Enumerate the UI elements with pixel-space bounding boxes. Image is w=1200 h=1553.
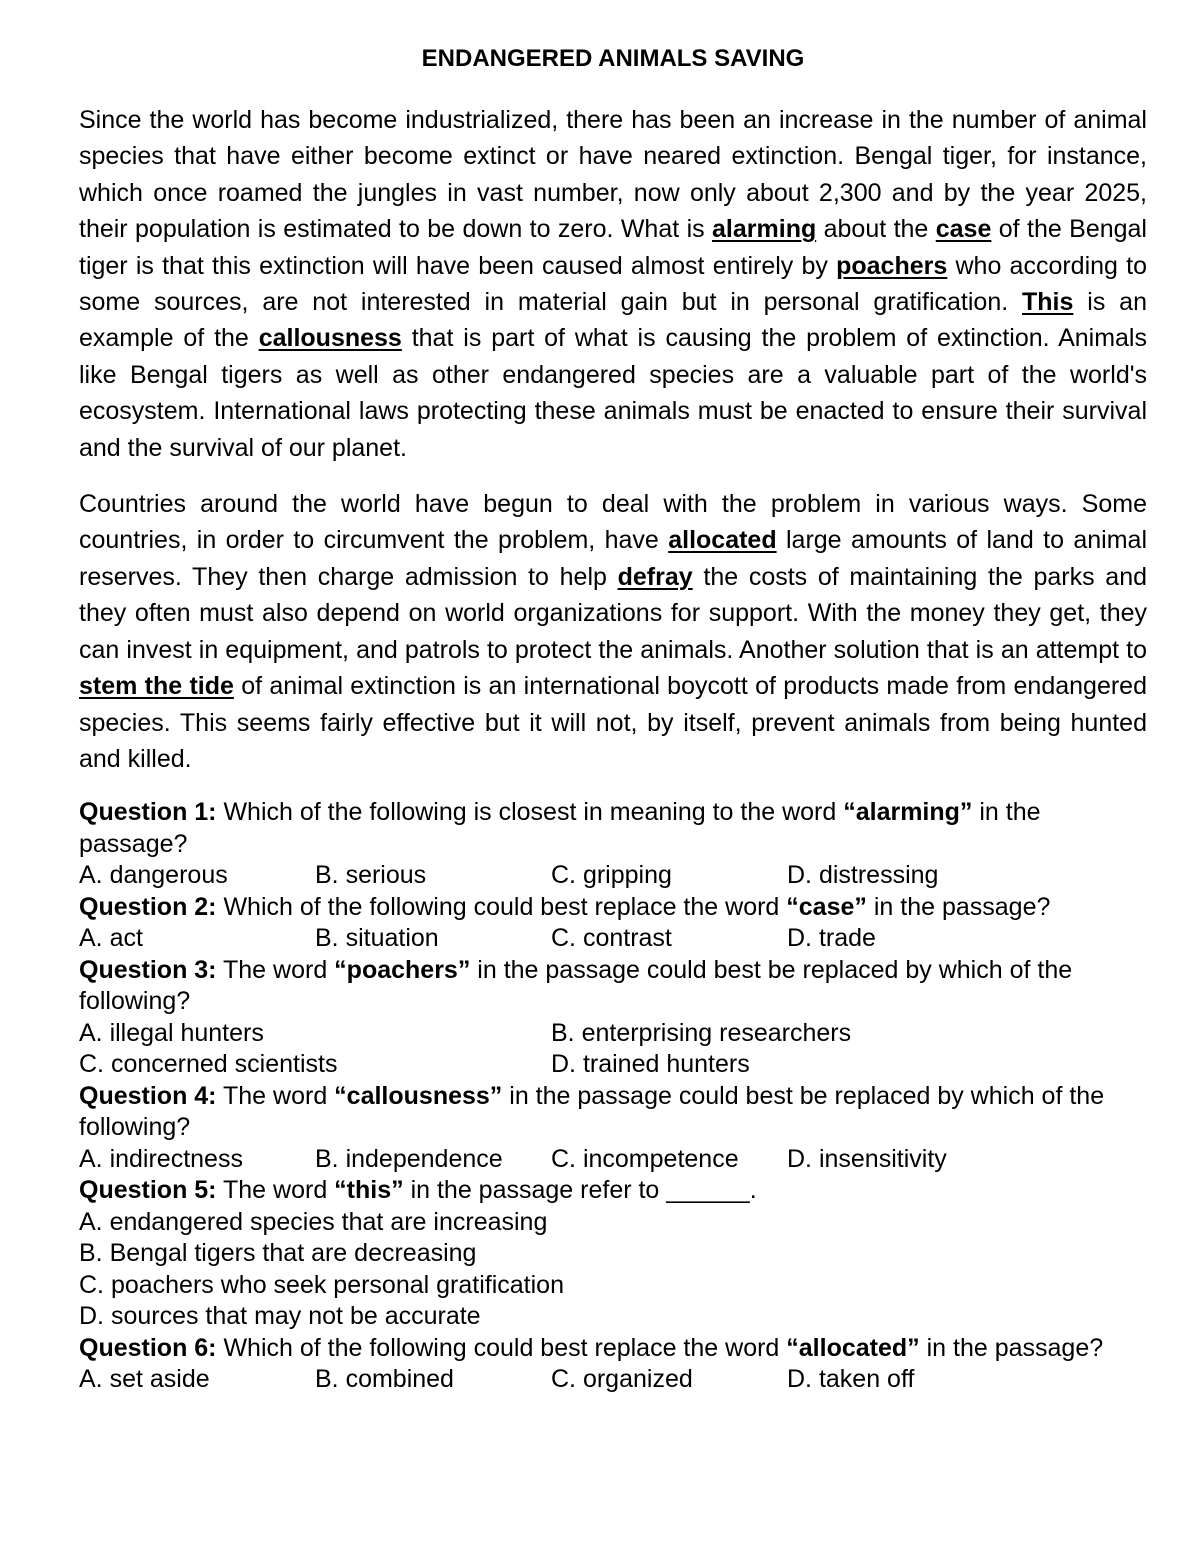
question-label: Question 3:: [79, 955, 217, 984]
question-label: Question 5:: [79, 1176, 217, 1205]
answer-option: A. set aside: [79, 1365, 210, 1394]
vocab-keyword: allocated: [668, 526, 777, 555]
question-block: [79, 1333, 1147, 1396]
question-block: [79, 892, 1147, 955]
answer-option: D. trade: [787, 924, 876, 953]
answer-options: [79, 1018, 1147, 1081]
passage-text: who according to some sources, are not interested in material gain but in personal gratification.: [79, 251, 1147, 317]
worksheet-page: [79, 44, 1147, 1396]
vocab-keyword: stem the tide: [79, 672, 234, 701]
passage-text: large amounts of land to animal reserves. They then charge admission to help: [79, 526, 1148, 591]
answer-option: B. independence: [315, 1144, 503, 1173]
passage-paragraph-1: [79, 102, 1147, 466]
question-block: [79, 955, 1147, 1081]
answer-option: C. organized: [551, 1365, 693, 1394]
question-keyword: “callousness”: [334, 1081, 503, 1110]
question-label: Question 1:: [79, 798, 217, 827]
question-text: in the passage could best be replaced by which of the following?: [79, 955, 1073, 1016]
question-keyword: “alarming”: [843, 798, 973, 827]
question-text: in the passage?: [79, 798, 1041, 858]
answer-option: B. serious: [315, 861, 427, 890]
question-block: [79, 1175, 1147, 1333]
answer-option: C. poachers who seek personal gratification: [79, 1270, 564, 1299]
question-block: [79, 1081, 1147, 1176]
answer-options: [79, 923, 1147, 955]
answer-option: A. indirectness: [79, 1144, 243, 1173]
answer-options: [79, 1207, 1147, 1333]
passage-text: Countries around the world have begun to deal with the problem in various ways. Some countries, in order to circumvent the problem, have: [79, 490, 1147, 555]
answer-option: B. situation: [315, 924, 439, 953]
question-stem: [79, 955, 1147, 1018]
question-text: in the passage?: [866, 892, 1051, 921]
passage-text: Since the world has become industrialized, there has been an increase in the number of animal species that have either become extinct or have neared extinction. Bengal tiger, for instance, which once roamed the jungles in vast number, now only about 2,300 and by the year 2025, their population is estimated to be down to zero. What is: [79, 106, 1147, 244]
passage-text: of the Bengal tiger is that this extinction will have been caused almost entirely by: [79, 215, 1147, 280]
question-stem: [79, 1175, 1147, 1207]
answer-option: C. gripping: [551, 861, 672, 890]
answer-options: [79, 1364, 1147, 1396]
question-label: Question 2:: [79, 892, 217, 921]
vocab-keyword: This: [1022, 288, 1074, 317]
passage-text: of animal extinction is an international boycott of products made from endangered species. This seems fairly effective but it will not, by itself, prevent animals from being hunted and killed.: [79, 672, 1147, 773]
question-stem: [79, 1333, 1147, 1365]
answer-option: D. insensitivity: [787, 1144, 947, 1173]
question-text: Which of the following could best replace the word: [216, 1333, 787, 1362]
question-list: [79, 797, 1147, 1396]
question-text: The word: [216, 1081, 335, 1110]
answer-option: D. distressing: [787, 861, 939, 890]
answer-option: D. sources that may not be accurate: [79, 1302, 481, 1331]
passage-text: is an example of the: [79, 288, 1147, 353]
answer-option: A. endangered species that are increasing: [79, 1207, 548, 1236]
question-label: Question 6:: [79, 1333, 217, 1362]
question-text: Which of the following is closest in meaning to the word: [216, 798, 844, 827]
answer-options: [79, 1144, 1147, 1176]
question-keyword: “this”: [334, 1176, 404, 1205]
answer-option: A. act: [79, 924, 143, 953]
vocab-keyword: defray: [617, 562, 693, 591]
question-text: in the passage?: [919, 1333, 1104, 1362]
vocab-keyword: callousness: [258, 324, 402, 353]
passage-text: that is part of what is causing the problem of extinction. Animals like Bengal tigers as well as other endangered species are a valuable part of the world's ecosystem. International laws protecting these animals must be enacted to ensure their survival and the survival of our planet.: [79, 324, 1147, 462]
answer-option: B. Bengal tigers that are decreasing: [79, 1239, 477, 1268]
question-keyword: “case”: [786, 892, 867, 921]
question-text: The word: [216, 1176, 335, 1205]
answer-options: [79, 860, 1147, 892]
passage-text: about the: [816, 215, 936, 244]
page-title: ENDANGERED ANIMALS SAVING: [421, 45, 805, 72]
question-stem: [79, 1081, 1147, 1144]
answer-option: A. illegal hunters: [79, 1018, 264, 1047]
question-keyword: “allocated”: [786, 1333, 920, 1362]
answer-option: C. contrast: [551, 924, 672, 953]
answer-option: C. concerned scientists: [79, 1050, 338, 1079]
vocab-keyword: alarming: [712, 215, 817, 244]
question-stem: [79, 797, 1147, 860]
question-text: The word: [216, 955, 335, 984]
question-label: Question 4:: [79, 1081, 217, 1110]
question-text: Which of the following could best replace the word: [216, 892, 787, 921]
question-keyword: “poachers”: [334, 955, 471, 984]
answer-option: D. taken off: [787, 1365, 915, 1394]
answer-option: A. dangerous: [79, 861, 228, 890]
answer-option: D. trained hunters: [551, 1050, 750, 1079]
question-text: in the passage refer to ______.: [403, 1176, 757, 1205]
answer-option: C. incompetence: [551, 1144, 739, 1173]
vocab-keyword: case: [935, 215, 992, 244]
question-block: [79, 797, 1147, 892]
question-text: in the passage could best be replaced by which of the following?: [79, 1081, 1105, 1142]
answer-option: B. combined: [315, 1365, 454, 1394]
passage-text: the costs of maintaining the parks and they often must also depend on world organizations for support. With the money they get, they can invest in equipment, and patrols to protect the animals. Another solution that is an attempt to: [79, 562, 1147, 664]
answer-option: B. enterprising researchers: [551, 1018, 852, 1047]
vocab-keyword: poachers: [836, 251, 948, 280]
passage-paragraph-2: [79, 486, 1147, 777]
question-stem: [79, 892, 1147, 924]
